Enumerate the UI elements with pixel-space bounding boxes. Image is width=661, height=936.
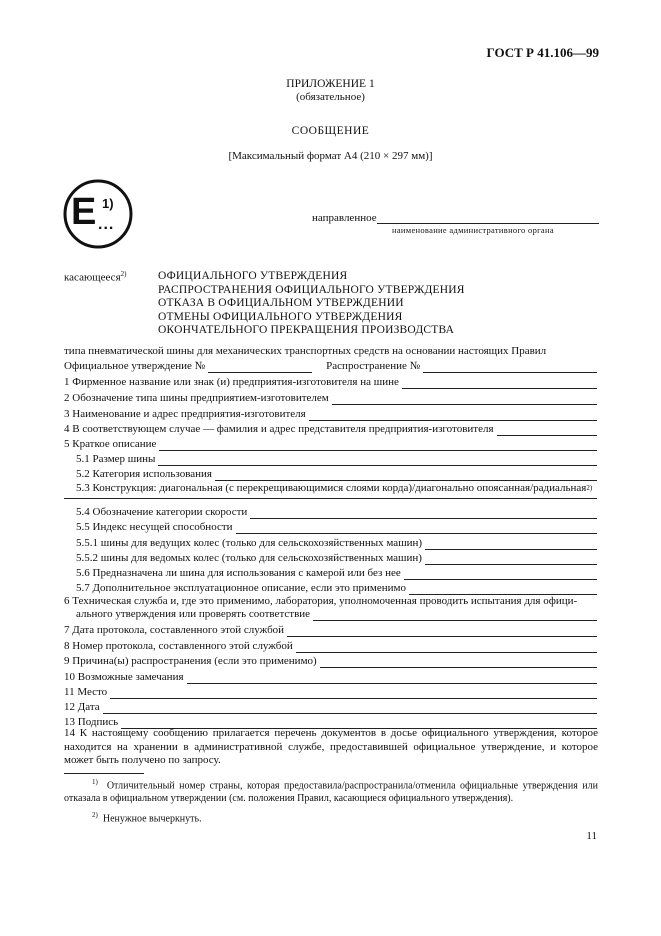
form-row-1: [64, 375, 597, 389]
field-label: 5.3 Конструкция: диагональная (с перекрещивающимися слоями корда)/диагонально опоясанная/радиальная: [76, 482, 587, 494]
e-mark-emblem: [62, 178, 134, 250]
field-blank[interactable]: [103, 703, 597, 714]
field-blank[interactable]: [187, 673, 597, 684]
field-label: 3 Наименование и адрес предприятия-изготовителя: [64, 408, 306, 420]
form-row-7: [64, 623, 597, 637]
format-note: [Максимальный формат А4 (210 × 297 мм)]: [228, 150, 433, 162]
form-row-2: [64, 391, 597, 405]
field-label: 13 Подпись: [64, 716, 119, 728]
form-row-5-5-1: [76, 536, 597, 550]
form-row-3: [64, 407, 597, 421]
page-number: 11: [586, 830, 597, 842]
field-blank[interactable]: [402, 378, 597, 389]
field-blank[interactable]: [287, 626, 597, 637]
field-label: 7 Дата протокола, составленного этой службой: [64, 624, 285, 636]
field-blank[interactable]: [404, 569, 597, 580]
concerning-item: ОТКАЗА В ОФИЦИАЛЬНОМ УТВЕРЖДЕНИИ: [158, 297, 404, 309]
approval-row: [64, 359, 597, 373]
footnote-1-text: Отличительный номер страны, которая предоставила/распространила/отменила официальные утверждения или отказала в официальном утверждении (см. положения Правил, касающиеся официального утверждения).: [64, 780, 599, 804]
field-blank[interactable]: [158, 455, 597, 466]
approval-number-field[interactable]: [208, 362, 312, 373]
message-heading: СООБЩЕНИЕ: [291, 125, 370, 137]
approval-number-label: Официальное утверждение №: [64, 360, 206, 372]
sent-to-field[interactable]: [377, 213, 599, 224]
field-label: 11 Место: [64, 686, 108, 698]
field-blank[interactable]: [215, 470, 597, 481]
form-row-5-3: [76, 481, 597, 495]
field-label: 5.4 Обозначение категории скорости: [76, 506, 248, 518]
form-row-9: [64, 654, 597, 668]
annex-title: ПРИЛОЖЕНИЕ 1: [286, 78, 375, 90]
concerning-item: РАСПРОСТРАНЕНИЯ ОФИЦИАЛЬНОГО УТВЕРЖДЕНИЯ: [158, 283, 465, 296]
concerning-item: ОТМЕНЫ ОФИЦИАЛЬНОГО УТВЕРЖДЕНИЯ: [158, 310, 403, 323]
field-label: ального утверждения или проверять соответствие: [76, 608, 311, 620]
field-label: 5.5.1 шины для ведущих колес (только для сельскохозяйственных машин): [76, 537, 423, 549]
field-label: 5 Краткое описание: [64, 438, 157, 450]
extension-number-field[interactable]: [423, 362, 597, 373]
field-blank[interactable]: [236, 523, 597, 534]
field-blank[interactable]: [320, 657, 597, 668]
e-mark-footnote-ref: 1): [102, 196, 114, 211]
footnote-ref: 2): [586, 484, 593, 492]
field-label: 5.1 Размер шины: [76, 453, 156, 465]
field-blank[interactable]: [332, 394, 597, 405]
form-row-5-5: [76, 520, 597, 534]
construction-blank[interactable]: [64, 498, 597, 499]
sent-to-caption: наименование административного органа: [392, 225, 554, 235]
field-label: 2 Обозначение типа шины предприятием-изготовителем: [64, 392, 329, 404]
e-mark-letter: E: [71, 191, 97, 233]
form-row-5: [64, 437, 597, 451]
form-row-11: [64, 685, 597, 699]
field-blank[interactable]: [110, 688, 597, 699]
footnote-1-mark: 1): [92, 778, 98, 786]
field-blank[interactable]: [425, 539, 597, 550]
form-row-5-4: [76, 505, 597, 519]
field-label: 5.7 Дополнительное эксплуатационное описание, если это применимо: [76, 582, 406, 594]
field-blank[interactable]: [313, 610, 597, 621]
form-row-10: [64, 670, 597, 684]
footnote-1: [64, 776, 598, 805]
form-row-5-2: [76, 467, 597, 481]
field-label: 5.5.2 шины для ведомых колес (только для сельскохозяйственных машин): [76, 552, 422, 564]
footnote-2-mark: 2): [92, 811, 98, 819]
field-label: 1 Фирменное название или знак (и) предприятия-изготовителя на шине: [64, 376, 399, 388]
form-row-5-6: [76, 566, 597, 580]
sent-to-label: направленное: [312, 212, 377, 224]
concerning-footnote-ref: 2): [120, 270, 127, 278]
field-label: 5.6 Предназначена ли шина для использования с камерой или без нее: [76, 567, 401, 579]
field-label: 5.5 Индекс несущей способности: [76, 521, 233, 533]
concerning-list: [158, 270, 465, 338]
document-code: ГОСТ Р 41.106—99: [486, 45, 599, 60]
concerning-label-wrap: [64, 270, 126, 284]
field-label: 4 В соответствующем случае — фамилия и адрес представителя предприятия-изготовителя: [64, 423, 494, 435]
field-label: 8 Номер протокола, составленного этой службой: [64, 640, 293, 652]
footnote-2: [64, 809, 598, 826]
form-row-12: [64, 700, 597, 714]
form-row-8: [64, 639, 597, 653]
field-blank[interactable]: [296, 642, 597, 653]
field-label: 5.2 Категория использования: [76, 468, 212, 480]
form-row-6b: [76, 607, 597, 621]
field-label: 12 Дата: [64, 701, 100, 713]
form-row-4: [64, 422, 597, 436]
annex-mandatory: (обязательное): [296, 91, 365, 103]
field-label: 10 Возможные замечания: [64, 671, 184, 683]
field-blank[interactable]: [250, 508, 597, 519]
form-row-5-1: [76, 452, 597, 466]
footnote-2-text: Ненужное вычеркнуть.: [102, 813, 202, 825]
field-label: 9 Причина(ы) распространения (если это применимо): [64, 655, 317, 667]
form-row-5-5-2: [76, 551, 597, 565]
footnote-divider: [64, 773, 144, 774]
field-blank[interactable]: [159, 440, 597, 451]
intro-text: типа пневматической шины для механических транспортных средств на основании настоящих Правил: [64, 345, 547, 357]
e-mark-dots: ...: [98, 216, 115, 233]
concerning-item: ОКОНЧАТЕЛЬНОГО ПРЕКРАЩЕНИЯ ПРОИЗВОДСТВА: [158, 324, 455, 336]
sent-to-row: [312, 212, 599, 224]
concerning-label: касающееся: [64, 271, 121, 284]
field-label: 6 Техническая служба и, где это применимо, лаборатория, уполномоченная проводить испытания для офици-: [64, 595, 578, 607]
field-blank[interactable]: [497, 425, 597, 436]
field-blank[interactable]: [425, 554, 597, 565]
extension-number-label: Распространение №: [326, 360, 421, 372]
form-row-5-7: [76, 581, 597, 595]
field-blank[interactable]: [309, 410, 597, 421]
concerning-item: ОФИЦИАЛЬНОГО УТВЕРЖДЕНИЯ: [158, 270, 348, 282]
form-row-6a: [64, 594, 597, 608]
form-item-14: 14 К настоящему сообщению прилагается перечень документов в досье официального утверждения, которое находится на хранении в административной службе, предоставившей официальное утверждение, и которое может быть получено по запросу.: [64, 727, 598, 766]
